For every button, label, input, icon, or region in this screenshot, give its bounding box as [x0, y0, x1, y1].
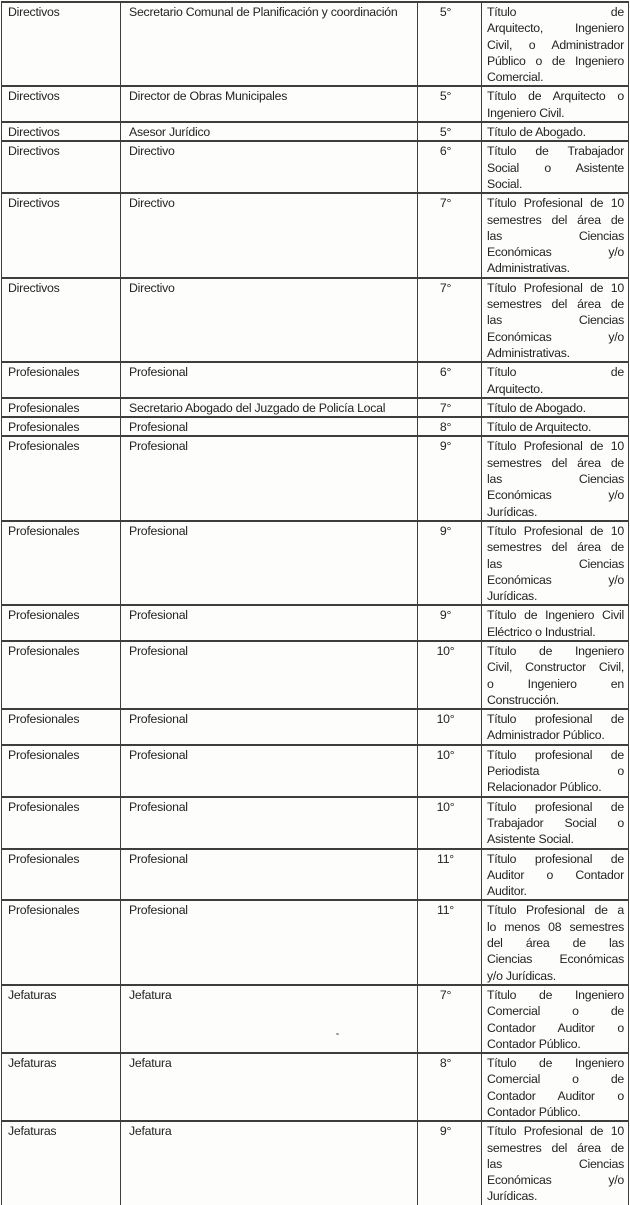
category-cell: Profesionales — [2, 797, 121, 849]
requirement-cell — [482, 193, 629, 277]
position-cell: Asesor Jurídico — [121, 122, 418, 141]
requirement-line: Económicas y/o — [487, 572, 624, 587]
requirement-line: Asistente Social. — [487, 832, 574, 847]
requirement-cell — [482, 141, 629, 193]
position-cell: Secretario Comunal de Planificación y coordinación — [121, 2, 418, 86]
requirement-line: Título de Arquitecto o — [487, 89, 624, 104]
table-row — [2, 86, 629, 122]
requirement-line: o Ingeniero en — [487, 676, 624, 691]
position-cell: Profesional — [121, 641, 418, 709]
requirement-line: Contador Público. — [487, 1036, 581, 1051]
grade-cell: 10° — [418, 709, 482, 745]
category-cell: Directivos — [2, 122, 121, 141]
requirement-cell — [482, 86, 629, 122]
grade-cell: 11° — [418, 900, 482, 984]
requirement-line: las Ciencias — [487, 556, 624, 571]
table-row — [2, 745, 629, 797]
category-cell: Profesionales — [2, 745, 121, 797]
requirement-cell — [482, 436, 629, 520]
requirement-line: Título Profesional de 10 — [487, 196, 624, 211]
requirement-line: semestres del área de — [487, 455, 624, 470]
table-row — [2, 2, 629, 86]
table-row — [2, 641, 629, 709]
table-row — [2, 436, 629, 520]
requirement-line: Título profesional de — [487, 851, 624, 866]
grade-cell: 5° — [418, 2, 482, 86]
grade-cell: 9° — [418, 521, 482, 605]
requirement-line: Título Profesional de 10 — [487, 523, 624, 538]
category-cell: Profesionales — [2, 417, 121, 436]
position-cell: Secretario Abogado del Juzgado de Policía Local — [121, 398, 418, 417]
requirement-cell — [482, 2, 629, 86]
requirement-cell — [482, 985, 629, 1053]
grade-cell: 5° — [418, 122, 482, 141]
grade-cell: 9° — [418, 436, 482, 520]
position-cell: Profesional — [121, 417, 418, 436]
requirement-line: Título profesional de — [487, 712, 624, 727]
position-cell: Directivo — [121, 193, 418, 277]
requirement-line: Título de Ingeniero Civil — [487, 608, 624, 623]
position-cell: Profesional — [121, 745, 418, 797]
grade-cell: 7° — [418, 193, 482, 277]
grade-cell: 5° — [418, 86, 482, 122]
requirement-line: semestres del área de — [487, 540, 624, 555]
requirement-line: Comercial o de — [487, 1072, 624, 1087]
table-row — [2, 985, 629, 1053]
table-row — [2, 362, 629, 398]
requirement-line: Público o de Ingeniero — [487, 53, 624, 68]
position-cell: Profesional — [121, 797, 418, 849]
position-cell: Director de Obras Municipales — [121, 86, 418, 122]
position-cell: Profesional — [121, 521, 418, 605]
requirement-line: Relacionador Público. — [487, 780, 602, 795]
category-cell: Jefaturas — [2, 1121, 121, 1205]
category-cell: Jefaturas — [2, 1053, 121, 1121]
requirement-line: Título Profesional de 10 — [487, 280, 624, 295]
requirement-line: y/o Jurídicas. — [487, 968, 556, 983]
table-row — [2, 849, 629, 901]
requirement-cell — [482, 398, 629, 417]
position-cell: Profesional — [121, 362, 418, 398]
requirement-cell — [482, 122, 629, 141]
requirement-line: Ciencias Económicas — [487, 952, 624, 967]
table-row — [2, 122, 629, 141]
requirement-line: Título Profesional de a — [487, 903, 624, 918]
requirement-line: Arquitecto. — [487, 381, 544, 396]
requirement-line: las Ciencias — [487, 1156, 624, 1171]
category-cell: Profesionales — [2, 709, 121, 745]
requirement-cell — [482, 278, 629, 362]
grade-cell: 10° — [418, 797, 482, 849]
requirement-cell — [482, 1121, 629, 1205]
category-cell: Profesionales — [2, 398, 121, 417]
category-cell: Profesionales — [2, 362, 121, 398]
requirement-cell — [482, 797, 629, 849]
table-row — [2, 900, 629, 984]
table-row — [2, 417, 629, 436]
requirement-cell — [482, 745, 629, 797]
scan-artifact-dot — [336, 1033, 339, 1035]
grade-cell: 10° — [418, 641, 482, 709]
position-cell: Profesional — [121, 709, 418, 745]
requirement-cell — [482, 709, 629, 745]
category-cell: Directivos — [2, 86, 121, 122]
position-cell: Directivo — [121, 278, 418, 362]
category-cell: Profesionales — [2, 521, 121, 605]
requirement-line: Construcción. — [487, 692, 559, 707]
staffing-requirements-table — [1, 1, 629, 1205]
table-row — [2, 278, 629, 362]
requirement-line: semestres del área de — [487, 297, 624, 312]
category-cell: Profesionales — [2, 436, 121, 520]
requirement-line: las Ciencias — [487, 472, 624, 487]
category-cell: Directivos — [2, 141, 121, 193]
requirement-line: Jurídicas. — [487, 504, 538, 519]
requirement-line: Título Profesional de 10 — [487, 1124, 624, 1139]
grade-cell: 9° — [418, 605, 482, 641]
requirement-cell — [482, 521, 629, 605]
requirement-cell — [482, 1053, 629, 1121]
requirement-line: Administrador Público. — [487, 728, 605, 743]
table-row — [2, 141, 629, 193]
requirement-line: semestres del área de — [487, 212, 624, 227]
requirement-line: Título de — [487, 365, 624, 380]
category-cell: Profesionales — [2, 900, 121, 984]
category-cell: Directivos — [2, 278, 121, 362]
grade-cell: 7° — [418, 985, 482, 1053]
requirement-line: Jurídicas. — [487, 1189, 538, 1204]
requirement-line: Ingeniero Civil. — [487, 105, 565, 120]
requirement-line: Título profesional de — [487, 799, 624, 814]
requirement-line: Eléctrico o Industrial. — [487, 624, 596, 639]
requirement-line: Arquitecto, Ingeniero — [487, 21, 624, 36]
requirement-line: las Ciencias — [487, 313, 624, 328]
requirement-line: Título de Trabajador — [487, 144, 624, 159]
table-row — [2, 193, 629, 277]
table-row — [2, 1053, 629, 1121]
grade-cell: 8° — [418, 1053, 482, 1121]
grade-cell: 10° — [418, 745, 482, 797]
requirement-line: Contador Auditor o — [487, 1020, 624, 1035]
grade-cell: 8° — [418, 417, 482, 436]
position-cell: Profesional — [121, 605, 418, 641]
requirement-line: Auditor o Contador — [487, 867, 624, 882]
requirement-line: Económicas y/o — [487, 488, 624, 503]
table-row — [2, 709, 629, 745]
requirement-line: Título de Ingeniero — [487, 643, 624, 658]
category-cell: Directivos — [2, 2, 121, 86]
requirement-line: Contador Público. — [487, 1105, 581, 1119]
position-cell: Jefatura — [121, 985, 418, 1053]
requirement-line: las Ciencias — [487, 228, 624, 243]
requirement-cell — [482, 641, 629, 709]
category-cell: Directivos — [2, 193, 121, 277]
position-cell: Profesional — [121, 900, 418, 984]
requirement-line: del área de las — [487, 936, 624, 951]
grade-cell: 7° — [418, 398, 482, 417]
requirement-line: Periodista o — [487, 764, 624, 779]
category-cell: Profesionales — [2, 641, 121, 709]
grade-cell: 6° — [418, 141, 482, 193]
requirement-line: Título Profesional de 10 — [487, 439, 624, 454]
requirement-line: Auditor. — [487, 884, 527, 899]
table-row — [2, 521, 629, 605]
category-cell: Profesionales — [2, 605, 121, 641]
requirement-line: Económicas y/o — [487, 245, 624, 260]
requirement-cell — [482, 605, 629, 641]
requirement-line: Título de Ingeniero — [487, 1056, 624, 1071]
requirement-cell — [482, 849, 629, 901]
requirement-line: Social o Asistente — [487, 160, 624, 175]
grade-cell: 6° — [418, 362, 482, 398]
requirement-line: Económicas y/o — [487, 1173, 624, 1188]
position-cell: Profesional — [121, 849, 418, 901]
requirement-line: Título profesional de — [487, 747, 624, 762]
grade-cell: 11° — [418, 849, 482, 901]
position-cell: Jefatura — [121, 1121, 418, 1205]
requirement-line: Civil, o Administrador — [487, 37, 624, 52]
requirement-line: Administrativas. — [487, 261, 570, 276]
requirement-line: Económicas y/o — [487, 329, 624, 344]
category-cell: Jefaturas — [2, 985, 121, 1053]
requirement-cell — [482, 900, 629, 984]
table-row — [2, 398, 629, 417]
requirement-line: semestres del área de — [487, 1140, 624, 1155]
requirement-line: Trabajador Social o — [487, 815, 624, 830]
position-cell: Directivo — [121, 141, 418, 193]
grade-cell: 7° — [418, 278, 482, 362]
requirement-line: Social. — [487, 176, 523, 191]
table-row — [2, 605, 629, 641]
requirement-cell — [482, 417, 629, 436]
position-cell: Jefatura — [121, 1053, 418, 1121]
requirement-line: Comercial. — [487, 70, 544, 85]
requirement-line: Título de Arquitecto. — [487, 420, 592, 435]
grade-cell: 9° — [418, 1121, 482, 1205]
requirement-line: Jurídicas. — [487, 589, 538, 604]
requirement-line: Civil, Constructor Civil, — [487, 660, 624, 675]
table-row — [2, 797, 629, 849]
position-cell: Profesional — [121, 436, 418, 520]
requirement-cell — [482, 362, 629, 398]
table-body — [2, 2, 629, 1205]
requirement-line: Contador Auditor o — [487, 1088, 624, 1103]
table-row — [2, 1121, 629, 1205]
category-cell: Profesionales — [2, 849, 121, 901]
requirement-line: Título de — [487, 5, 624, 19]
requirement-line: lo menos 08 semestres — [487, 919, 624, 934]
requirement-line: Título de Abogado. — [487, 125, 586, 140]
requirement-line: Título de Abogado. — [487, 400, 586, 415]
requirement-line: Administrativas. — [487, 345, 570, 360]
requirement-line: Título de Ingeniero — [487, 987, 624, 1002]
requirement-line: Comercial o de — [487, 1004, 624, 1019]
